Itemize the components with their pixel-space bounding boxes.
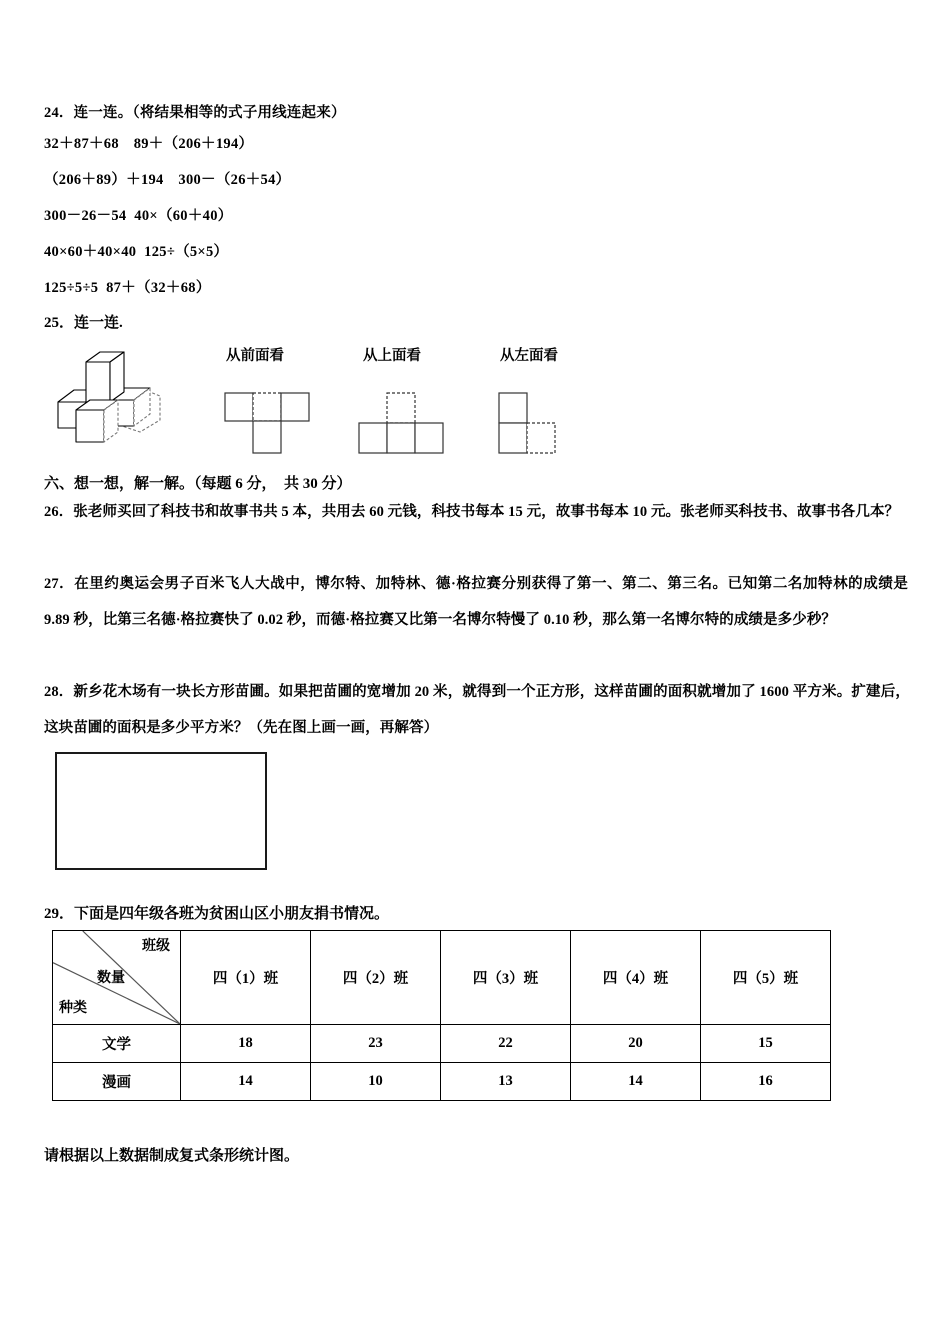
- question-24-expression-list: [44, 126, 604, 306]
- cell-comics-class-3: 13: [441, 1063, 571, 1101]
- question-29-footer: 请根据以上数据制成复式条形统计图。: [44, 1148, 300, 1164]
- cell-comics-class-1: 14: [181, 1063, 311, 1101]
- top-view-label: 从上面看: [363, 348, 421, 364]
- donation-table: [52, 930, 831, 1101]
- column-header-class-3: 四（3）班: [441, 931, 571, 1025]
- expression-pair-row: （206＋89）＋194 300－（26＋54）: [44, 172, 291, 188]
- question-25-heading: 25．连一连.: [44, 315, 123, 331]
- column-header-class-5: 四（5）班: [701, 931, 831, 1025]
- corner-label-class: 班级: [142, 939, 170, 954]
- column-header-class-1: 四（1）班: [181, 931, 311, 1025]
- cell-literature-class-1: 18: [181, 1025, 311, 1063]
- left-view-shape-icon: [498, 392, 588, 458]
- question-26-text: 26．张老师买回了科技书和故事书共 5 本，共用去 60 元钱，科技书每本 15 元，故事书每本 10 元。张老师买科技书、故事书各几本？: [44, 504, 900, 520]
- expression-pair-row: 40×60＋40×40 125÷（5×5）: [44, 244, 229, 260]
- section-six-heading: 六、想一想，解一解。（每题 6 分， 共 30 分）: [44, 476, 352, 492]
- table-header-row: [53, 931, 831, 1025]
- question-25-figure-row: [0, 330, 950, 460]
- row-label-literature: 文学: [53, 1025, 181, 1063]
- expression-pair-row: 300－26－54 40×（60＋40）: [44, 208, 233, 224]
- question-24-heading: 24．连一连。（将结果相等的式子用线连起来）: [44, 105, 346, 121]
- cell-comics-class-5: 16: [701, 1063, 831, 1101]
- question-28-answer-rectangle[interactable]: [55, 752, 267, 870]
- cell-literature-class-4: 20: [571, 1025, 701, 1063]
- table-row: [53, 1025, 831, 1063]
- corner-label-quantity: 数量: [97, 971, 125, 986]
- expression-pair-row: 32＋87＋68 89＋（206＋194）: [44, 136, 254, 152]
- question-27-text: 27．在里约奥运会男子百米飞人大战中，博尔特、加特林、德·格拉赛分别获得了第一、第二、第三名。已知第二名加特林的成绩是 9.89 秒，比第三名德·格拉赛快了 0.02 秒，而德·格拉赛又比第一名博尔特慢了 0.10 秒，那么第一名博尔特的成绩是多少秒？: [44, 576, 908, 628]
- top-view-shape-icon: [358, 392, 458, 458]
- cell-literature-class-3: 22: [441, 1025, 571, 1063]
- column-header-class-2: 四（2）班: [311, 931, 441, 1025]
- cell-literature-class-2: 23: [311, 1025, 441, 1063]
- stacked-cubes-icon: [48, 344, 166, 448]
- cell-comics-class-4: 14: [571, 1063, 701, 1101]
- front-view-shape-icon: [224, 392, 324, 458]
- corner-label-category: 种类: [59, 1001, 87, 1016]
- table-corner-cell: [53, 931, 181, 1025]
- front-view-label: 从前面看: [226, 348, 284, 364]
- question-28-text: 28．新乡花木场有一块长方形苗圃。如果把苗圃的宽增加 20 米，就得到一个正方形，这样苗圃的面积就增加了 1600 平方米。扩建后，这块苗圃的面积是多少平方米？（先在图上画一画，再解答）: [44, 684, 910, 736]
- column-header-class-4: 四（4）班: [571, 931, 701, 1025]
- row-label-comics: 漫画: [53, 1063, 181, 1101]
- left-view-label: 从左面看: [500, 348, 558, 364]
- question-29-heading: 29．下面是四年级各班为贫困山区小朋友捐书情况。: [44, 906, 390, 922]
- cell-comics-class-2: 10: [311, 1063, 441, 1101]
- table-row: [53, 1063, 831, 1101]
- expression-pair-row: 125÷5÷5 87＋（32＋68）: [44, 280, 211, 296]
- cell-literature-class-5: 15: [701, 1025, 831, 1063]
